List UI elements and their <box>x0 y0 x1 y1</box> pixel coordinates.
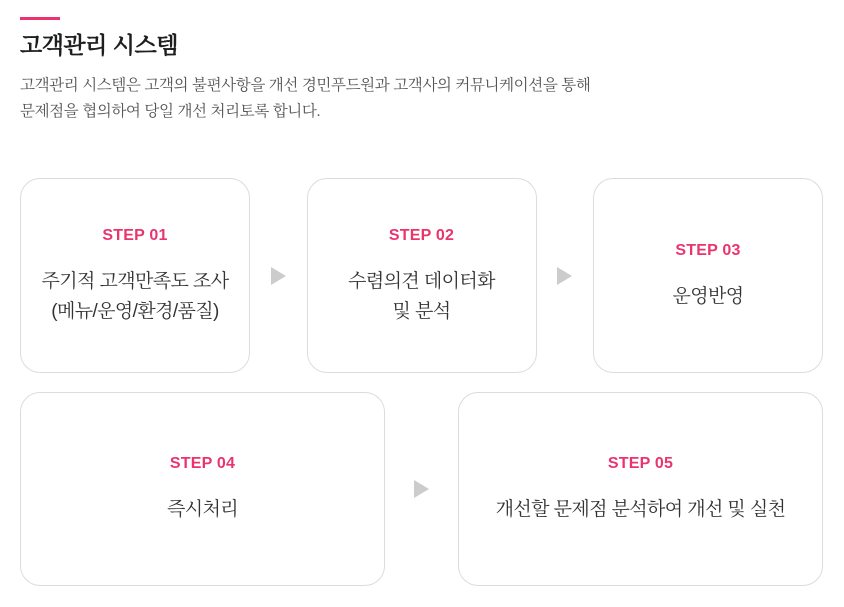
step-4-description <box>167 495 238 525</box>
steps-row-1 <box>20 178 823 373</box>
arrow-right-icon <box>271 267 286 285</box>
description-line-2: 문제점을 협의하여 당일 개선 처리토록 합니다. <box>20 103 321 120</box>
step-2-line-1: 수렴의견 데이터화 <box>348 270 495 292</box>
arrow-right-icon <box>414 480 429 498</box>
step-2-label: STEP 02 <box>388 226 455 244</box>
step-2-description <box>348 267 495 327</box>
step-5-label: STEP 05 <box>607 455 674 472</box>
arrow-cell <box>250 178 307 373</box>
step-5-line-1: 개선할 문제점 분석하여 개선 및 실천 <box>495 499 786 520</box>
step-3-line-1: 운영반영 <box>672 285 744 307</box>
step-3-description <box>672 282 743 312</box>
step-card-1 <box>20 178 250 373</box>
step-card-2 <box>307 178 537 373</box>
section-description <box>20 73 823 125</box>
step-1-line-1: 주기적 고객만족도 조사 <box>41 270 229 292</box>
arrow-right-icon <box>557 267 572 285</box>
step-card-3 <box>593 178 823 373</box>
step-4-line-1: 즉시처리 <box>166 499 239 520</box>
arrow-cell <box>537 178 594 373</box>
step-1-label: STEP 01 <box>102 226 168 244</box>
step-card-5 <box>458 392 823 586</box>
description-line-1: 고객관리 시스템은 고객의 불편사항을 개선 경민푸드원과 고객사의 커뮤니케이션을 통해 <box>20 77 591 94</box>
arrow-cell <box>385 392 458 586</box>
page-title: 고객관리 시스템 <box>20 32 178 58</box>
accent-bar <box>20 17 60 20</box>
step-3-label: STEP 03 <box>675 241 741 259</box>
step-1-line-2: (메뉴/운영/환경/품질) <box>51 300 219 322</box>
step-1-description <box>42 267 229 327</box>
step-2-line-2: 및 분석 <box>392 300 451 322</box>
step-4-label: STEP 04 <box>169 455 236 472</box>
step-5-description <box>496 495 786 525</box>
step-card-4 <box>20 392 385 586</box>
steps-row-2 <box>20 392 823 586</box>
